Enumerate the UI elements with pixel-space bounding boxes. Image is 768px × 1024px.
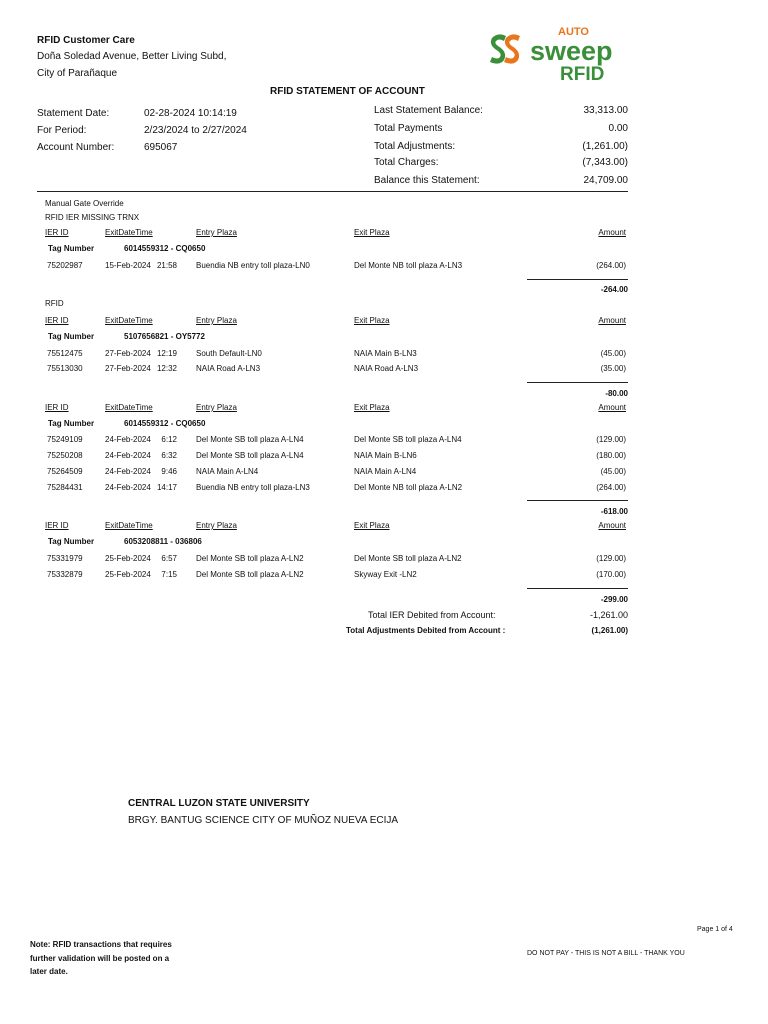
subtotal: -80.00 <box>605 389 628 398</box>
table-row-exit: NAIA Main B-LN3 <box>354 349 417 358</box>
header-amount: Amount <box>598 403 626 412</box>
header-exit-plaza: Exit Plaza <box>354 316 390 325</box>
statement-date: 02-28-2024 10:14:19 <box>144 108 237 119</box>
table-row-entry: Del Monte SB toll plaza A-LN4 <box>196 451 304 460</box>
page-number: Page 1 of 4 <box>697 926 733 933</box>
table-row-amount: (129.00) <box>596 554 626 563</box>
account-number-label: Account Number: <box>37 142 115 153</box>
header-exit-datetime: ExitDateTime <box>105 521 153 530</box>
table-row-id: 75331979 <box>47 554 83 563</box>
subtotal-rule <box>527 382 628 383</box>
company-address-line2: City of Parañaque <box>37 68 118 79</box>
document-title: RFID STATEMENT OF ACCOUNT <box>270 86 425 97</box>
table-row-time: 14:17 <box>156 483 177 492</box>
total-adjustments-debited-value: (1,261.00) <box>591 626 628 635</box>
svg-text:AUTO: AUTO <box>558 26 589 38</box>
statement-date-label: Statement Date: <box>37 108 110 119</box>
table-row-time: 12:19 <box>156 349 177 358</box>
customer-name: CENTRAL LUZON STATE UNIVERSITY <box>128 798 310 809</box>
subtotal: -618.00 <box>600 507 628 516</box>
header-ier-id: IER ID <box>45 228 69 237</box>
table-row-entry: Del Monte SB toll plaza A-LN2 <box>196 554 304 563</box>
header-exit-datetime: ExitDateTime <box>105 228 153 237</box>
header-amount: Amount <box>598 521 626 530</box>
customer-address: BRGY. BANTUG SCIENCE CITY OF MUÑOZ NUEVA ECIJA <box>128 815 399 826</box>
table-row-amount: (264.00) <box>596 483 626 492</box>
total-payments-label: Total Payments <box>374 123 443 134</box>
table-row-exit: NAIA Main B-LN6 <box>354 451 417 460</box>
company-address-line1: Doña Soledad Avenue, Better Living Subd, <box>37 51 227 62</box>
section-rfid: RFID <box>45 299 64 308</box>
table-row-id: 75513030 <box>47 364 83 373</box>
table-row-time: 6:32 <box>161 451 177 460</box>
table-row-time: 6:57 <box>161 554 177 563</box>
table-row-amount: (170.00) <box>596 570 626 579</box>
tag-number-label: Tag Number <box>48 332 95 341</box>
total-charges-value: (7,343.00) <box>582 157 628 168</box>
header-entry-plaza: Entry Plaza <box>196 403 237 412</box>
table-row-entry: Del Monte SB toll plaza A-LN2 <box>196 570 304 579</box>
header-ier-id: IER ID <box>45 521 69 530</box>
table-row-entry: South Default-LN0 <box>196 349 262 358</box>
table-row-entry: Del Monte SB toll plaza A-LN4 <box>196 435 304 444</box>
table-row-date: 24-Feb-2024 <box>105 435 151 444</box>
tag-number-label: Tag Number <box>48 244 95 253</box>
table-row-id: 75332879 <box>47 570 83 579</box>
table-row-time: 12:32 <box>156 364 177 373</box>
table-row-entry: Buendia NB entry toll plaza-LN0 <box>196 261 310 270</box>
table-row-exit: Del Monte SB toll plaza A-LN2 <box>354 554 462 563</box>
last-balance-label: Last Statement Balance: <box>374 105 483 116</box>
total-adjustments-value: (1,261.00) <box>582 141 628 152</box>
subtotal-rule <box>527 279 628 280</box>
table-row-entry: NAIA Road A-LN3 <box>196 364 261 373</box>
header-exit-plaza: Exit Plaza <box>354 521 390 530</box>
section-ier-missing: RFID IER MISSING TRNX <box>45 213 140 222</box>
table-row-amount: (35.00) <box>600 364 626 373</box>
total-ier-value: -1,261.00 <box>589 610 628 620</box>
section-manual-gate: Manual Gate Override <box>45 199 124 208</box>
svg-text:RFID: RFID <box>560 64 605 84</box>
table-row-id: 75264509 <box>47 467 83 476</box>
tag-number: 5107656821 - OY5772 <box>124 332 205 341</box>
total-ier-label: Total IER Debited from Account: <box>368 610 496 620</box>
table-row-amount: (45.00) <box>600 467 626 476</box>
header-amount: Amount <box>598 228 626 237</box>
svg-text:sweep: sweep <box>530 36 613 66</box>
table-row-amount: (264.00) <box>596 261 626 270</box>
account-number: 695067 <box>144 142 178 153</box>
total-adjustments-label: Total Adjustments: <box>374 141 456 152</box>
table-row-date: 25-Feb-2024 <box>105 554 151 563</box>
header-divider <box>37 191 628 192</box>
table-row-date: 27-Feb-2024 <box>105 349 151 358</box>
table-row-amount: (129.00) <box>596 435 626 444</box>
table-row-date: 24-Feb-2024 <box>105 467 151 476</box>
header-exit-plaza: Exit Plaza <box>354 403 390 412</box>
autosweep-logo-icon <box>488 24 628 84</box>
table-row-date: 15-Feb-2024 <box>105 261 151 270</box>
table-row-entry: Buendia NB entry toll plaza-LN3 <box>196 483 310 492</box>
header-exit-plaza: Exit Plaza <box>354 228 390 237</box>
table-row-time: 21:58 <box>156 261 177 270</box>
header-exit-datetime: ExitDateTime <box>105 403 153 412</box>
note-line2: further validation will be posted on a <box>30 954 170 963</box>
header-entry-plaza: Entry Plaza <box>196 316 237 325</box>
table-row-time: 7:15 <box>161 570 177 579</box>
table-row-id: 75202987 <box>47 261 83 270</box>
header-entry-plaza: Entry Plaza <box>196 521 237 530</box>
balance-value: 24,709.00 <box>583 175 628 186</box>
table-row-exit: Skyway Exit -LN2 <box>354 570 417 579</box>
header-exit-datetime: ExitDateTime <box>105 316 153 325</box>
table-row-id: 75512475 <box>47 349 83 358</box>
header-ier-id: IER ID <box>45 403 69 412</box>
subtotal-rule <box>527 588 628 589</box>
table-row-id: 75284431 <box>47 483 83 492</box>
tag-number: 6014559312 - CQ0650 <box>124 419 206 428</box>
total-charges-label: Total Charges: <box>374 157 439 168</box>
table-row-exit: Del Monte SB toll plaza A-LN4 <box>354 435 462 444</box>
table-row-date: 24-Feb-2024 <box>105 483 151 492</box>
table-row-date: 25-Feb-2024 <box>105 570 151 579</box>
table-row-exit: Del Monte NB toll plaza A-LN2 <box>354 483 463 492</box>
subtotal: -299.00 <box>600 595 628 604</box>
table-row-exit: Del Monte NB toll plaza A-LN3 <box>354 261 463 270</box>
table-row-time: 9:46 <box>161 467 177 476</box>
last-balance-value: 33,313.00 <box>583 105 628 116</box>
tag-number: 6014559312 - CQ0650 <box>124 244 206 253</box>
tag-number-label: Tag Number <box>48 537 95 546</box>
balance-label: Balance this Statement: <box>374 175 480 186</box>
table-row-amount: (45.00) <box>600 349 626 358</box>
total-adjustments-debited-label: Total Adjustments Debited from Account : <box>346 626 506 635</box>
note-line3: later date. <box>30 967 68 976</box>
header-amount: Amount <box>598 316 626 325</box>
table-row-exit: NAIA Road A-LN3 <box>354 364 419 373</box>
header-ier-id: IER ID <box>45 316 69 325</box>
table-row-amount: (180.00) <box>596 451 626 460</box>
company-name: RFID Customer Care <box>37 35 135 46</box>
disclaimer: DO NOT PAY - THIS IS NOT A BILL - THANK YOU <box>527 950 685 957</box>
total-payments-value: 0.00 <box>608 123 628 134</box>
tag-number: 6053208811 - 036806 <box>124 537 202 546</box>
table-row-date: 24-Feb-2024 <box>105 451 151 460</box>
period-label: For Period: <box>37 125 87 136</box>
table-row-id: 75250208 <box>47 451 83 460</box>
note-line1: Note: RFID transactions that requires <box>30 940 172 949</box>
tag-number-label: Tag Number <box>48 419 95 428</box>
period-value: 2/23/2024 to 2/27/2024 <box>144 125 247 136</box>
table-row-exit: NAIA Main A-LN4 <box>354 467 417 476</box>
subtotal: -264.00 <box>600 285 628 294</box>
table-row-entry: NAIA Main A-LN4 <box>196 467 259 476</box>
header-entry-plaza: Entry Plaza <box>196 228 237 237</box>
subtotal-rule <box>527 500 628 501</box>
table-row-id: 75249109 <box>47 435 83 444</box>
table-row-date: 27-Feb-2024 <box>105 364 151 373</box>
table-row-time: 6:12 <box>161 435 177 444</box>
